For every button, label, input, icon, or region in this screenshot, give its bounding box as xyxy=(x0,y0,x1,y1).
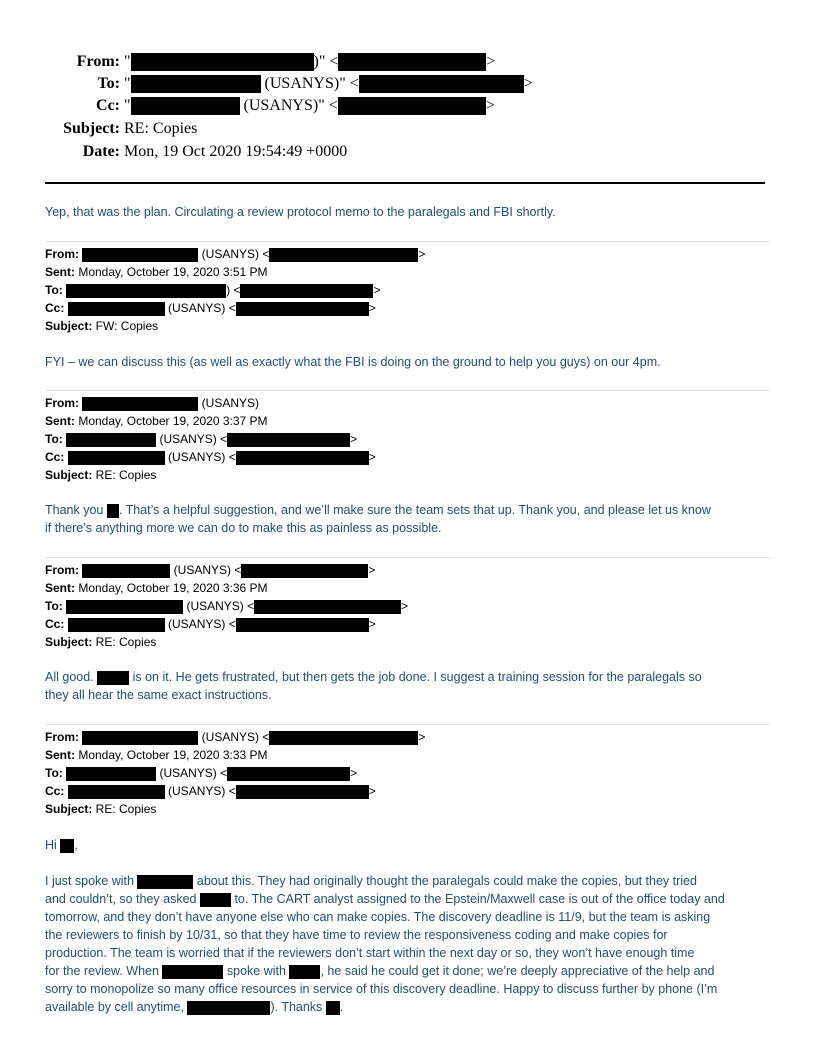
header-from-row: From: " )" < > xyxy=(76,53,496,70)
message-cc-line: Cc: (USANYS) < > xyxy=(45,450,376,464)
message-divider xyxy=(45,390,770,391)
message-4-greeting: Hi , xyxy=(45,838,78,852)
header-from-label: From: xyxy=(76,53,120,70)
message-3-meta xyxy=(45,561,408,651)
header-subject-label: Subject: xyxy=(63,120,120,137)
message-from-line: From: (USANYS) < > xyxy=(45,730,426,744)
redaction xyxy=(131,75,261,93)
redaction xyxy=(82,564,170,578)
redaction xyxy=(66,433,156,447)
redaction xyxy=(326,1001,340,1015)
message-1-body: FYI – we can discuss this (as well as exactly what the FBI is doing on the ground to help you guys) on our 4pm. xyxy=(45,355,661,369)
message-subject-line: Subject: RE: Copies xyxy=(45,635,157,649)
message-subject-line: Subject: RE: Copies xyxy=(45,468,157,482)
reply-body: Yep, that was the plan. Circulating a review protocol memo to the paralegals and FBI shortly. xyxy=(45,205,556,219)
message-2-meta xyxy=(45,394,376,484)
message-2-body: Thank you . That’s a helpful suggestion, and we’ll make sure the team sets that up. Thank you, and please let us know if there’s anything more we can do to make this as painless as possible. xyxy=(45,503,711,535)
redaction xyxy=(82,397,198,411)
message-to-line: To: ) < > xyxy=(45,283,381,297)
redaction xyxy=(82,731,198,745)
message-divider xyxy=(45,557,770,558)
message-from-line: From: (USANYS) xyxy=(45,396,260,410)
message-3-body: All good. is on it. He gets frustrated, but then gets the job done. I suggest a training session for the paralegals so they all hear the same exact instructions. xyxy=(45,670,702,702)
message-sent-line: Sent: Monday, October 19, 2020 3:37 PM xyxy=(45,414,268,428)
redaction xyxy=(66,767,156,781)
message-from-line: From: (USANYS) < > xyxy=(45,247,426,261)
redaction xyxy=(269,248,418,262)
message-4-meta xyxy=(45,728,425,818)
redaction xyxy=(359,75,524,93)
message-divider xyxy=(45,241,770,242)
redaction xyxy=(60,839,74,853)
redaction xyxy=(131,53,314,71)
message-to-line: To: (USANYS) < > xyxy=(45,599,409,613)
redaction xyxy=(289,965,320,979)
message-4-body: I just spoke with about this. They had originally thought the paralegals could make the copies, but they tried and couldn’t, so they asked to. The CART analyst assigned to the Epstein/Maxwell case is out of the office today and tomorrow, and they don’t have anyone else who can make copies. The discovery deadline is 11/9, but the team is asking the reviewers to finish by 10/31, so that they have time to review the responsiveness coding and make copies for production. The team is worried that if the reviewers don’t start within the next day or so, they won’t have enough time for the review. When spoke with , he said he could get it done; we’re deeply appreciative of the help and sorry to monopolize so many office resources in service of this discovery deadline. Happy to discuss further by phone (I’m available by cell anytime, ). Thanks . xyxy=(45,874,725,1014)
header-divider xyxy=(45,182,765,184)
redaction xyxy=(68,618,165,632)
redaction xyxy=(200,893,231,907)
redaction xyxy=(131,97,240,115)
header-date-label: Date: xyxy=(82,143,120,160)
redaction xyxy=(187,1001,270,1015)
redaction xyxy=(241,564,368,578)
redaction xyxy=(227,767,350,781)
message-cc-line: Cc: (USANYS) < > xyxy=(45,301,376,315)
redaction xyxy=(254,600,401,614)
header-cc-row: Cc: " (USANYS)" < > xyxy=(96,97,495,114)
redaction xyxy=(82,248,198,262)
message-divider xyxy=(45,724,770,725)
redaction xyxy=(68,302,165,316)
redaction xyxy=(137,875,193,889)
header-cc-label: Cc: xyxy=(96,97,120,114)
header-subject-value: RE: Copies xyxy=(124,120,198,137)
redaction xyxy=(269,731,418,745)
message-to-line: To: (USANYS) < > xyxy=(45,766,358,780)
message-sent-line: Sent: Monday, October 19, 2020 3:33 PM xyxy=(45,748,268,762)
redaction xyxy=(236,785,369,799)
redaction xyxy=(236,302,369,316)
redaction xyxy=(162,965,223,979)
message-to-line: To: (USANYS) < > xyxy=(45,432,358,446)
header-date-row xyxy=(0,142,816,162)
header-to-label: To: xyxy=(97,75,120,92)
header-subject-row xyxy=(0,119,816,139)
redaction xyxy=(97,671,129,685)
redaction xyxy=(236,618,369,632)
message-from-line: From: (USANYS) < > xyxy=(45,563,376,577)
redaction xyxy=(338,97,486,115)
redaction xyxy=(338,53,486,71)
redaction xyxy=(240,284,373,298)
redaction xyxy=(66,284,226,298)
header-date-value: Mon, 19 Oct 2020 19:54:49 +0000 xyxy=(124,143,348,160)
redaction xyxy=(66,600,183,614)
header-to-row: To: " (USANYS)" < > xyxy=(97,75,533,92)
redaction xyxy=(68,451,165,465)
message-cc-line: Cc: (USANYS) < > xyxy=(45,617,376,631)
redaction xyxy=(227,433,350,447)
redaction xyxy=(107,504,119,518)
redaction xyxy=(236,451,369,465)
message-1-meta xyxy=(45,245,425,335)
message-sent-line: Sent: Monday, October 19, 2020 3:51 PM xyxy=(45,265,268,279)
redaction xyxy=(68,785,165,799)
message-subject-line: Subject: RE: Copies xyxy=(45,802,157,816)
message-subject-line: Subject: FW: Copies xyxy=(45,319,159,333)
message-sent-line: Sent: Monday, October 19, 2020 3:36 PM xyxy=(45,581,268,595)
message-cc-line: Cc: (USANYS) < > xyxy=(45,784,376,798)
